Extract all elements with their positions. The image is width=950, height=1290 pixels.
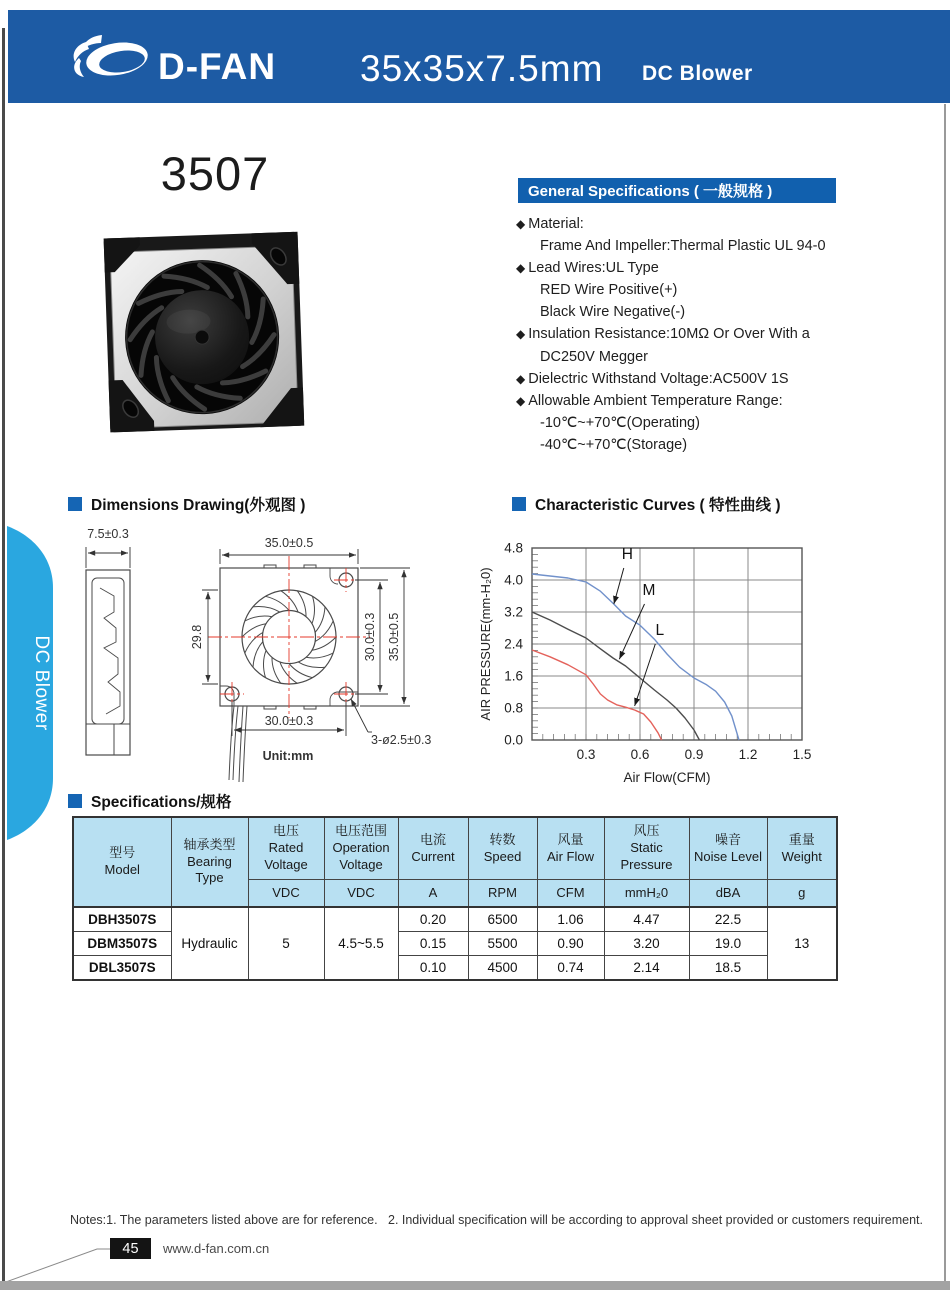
unit-mmh2o: mmH₂0 [604,880,689,908]
airflow-cell: 0.74 [537,956,604,981]
curves-section-title: Characteristic Curves ( 特性曲线 ) [512,493,781,515]
speed-cell: 5500 [468,932,537,956]
svg-text:4.8: 4.8 [504,540,523,556]
diamond-bullet-icon: ◆ [516,327,526,342]
svg-text:Air Flow(CFM): Air Flow(CFM) [623,770,711,785]
dc-blower-side-tab [7,516,57,850]
spec-line: ◆ Allowable Ambient Temperature Range: [516,390,936,412]
col-header-airflow: 风量 Air Flow [537,817,604,880]
current-cell: 0.15 [398,932,468,956]
characteristic-curves-chart [476,518,816,796]
svg-text:0.0: 0.0 [504,732,523,748]
speed-cell: 6500 [468,907,537,932]
noise-cell: 18.5 [689,956,767,981]
col-header-static-pressure: 风压 Static Pressure [604,817,689,880]
operation-voltage-cell: 4.5~5.5 [324,907,398,980]
dim-hole-pitch-v-label: 30.0±0.3 [363,612,377,662]
col-header-noise: 噪音 Noise Level [689,817,767,880]
general-specs-list [516,213,936,456]
speed-cell: 4500 [468,956,537,981]
general-specs-title: General Specifications ( 一般规格 ) [528,183,773,200]
col-header-speed: 转数 Speed [468,817,537,880]
dim-thickness-label: 7.5±0.3 [87,527,129,541]
model-cell: DBH3507S [73,907,171,932]
dfan-logo-icon [72,32,162,88]
product-size-title: 35x35x7.5mm [360,48,604,89]
svg-text:0.3: 0.3 [576,747,596,762]
unit-cfm: CFM [537,880,604,908]
svg-text:AIR PRESSURE(mm-H₂0): AIR PRESSURE(mm-H₂0) [478,567,493,721]
unit-vdc: VDC [324,880,398,908]
noise-cell: 19.0 [689,932,767,956]
curve-label-M: M [642,582,656,600]
model-cell: DBM3507S [73,932,171,956]
col-header-operation-voltage: 电压范围 Operation Voltage [324,817,398,880]
unit-g: g [767,880,837,908]
spec-line: -10℃~+70℃(Operating) [540,414,700,431]
page-left-rule [2,28,5,1281]
dimension-lines [202,549,410,736]
dimensions-section-title: Dimensions Drawing(外观图 ) [68,493,305,515]
unit-label: Unit:mm [262,749,314,763]
spec-line: DC250V Megger [540,348,648,365]
svg-text:2.4: 2.4 [504,636,523,652]
header-banner [8,10,950,103]
centerlines [208,556,370,718]
svg-text:1.6: 1.6 [504,668,523,684]
curve-label-L: L [655,622,665,640]
svg-text:4.0: 4.0 [504,572,523,588]
curve-label-H: H [621,546,634,564]
general-specs-header [518,178,836,203]
spec-line: Frame And Impeller:Thermal Plastic UL 94-0 [540,238,826,255]
blue-square-icon [68,794,82,808]
noise-cell: 22.5 [689,907,767,932]
spec-line: ◆ Material: [516,213,936,235]
unit-dba: dBA [689,880,767,908]
rated-voltage-cell: 5 [248,907,324,980]
svg-text:0.9: 0.9 [684,747,704,762]
product-photo-fan [95,219,320,449]
website-url: www.d-fan.com.cn [163,1241,270,1256]
col-header-model: 型号 Model [73,817,171,907]
spec-line: ◆ Insulation Resistance:10MΩ Or Over With a [516,323,936,345]
side-tab-label: DC Blower [31,635,52,731]
specifications-table [72,816,838,981]
airflow-cell: 1.06 [537,907,604,932]
hole-callout-label: 3-ø2.5±0.3 [371,733,432,747]
svg-text:0.8: 0.8 [504,700,523,716]
diamond-bullet-icon: ◆ [516,393,526,408]
spec-line: ◆ Dielectric Withstand Voltage:AC500V 1S [516,368,936,390]
page-right-rule [944,104,946,1282]
col-header-weight: 重量 Weight [767,817,837,880]
dim-height-label: 35.0±0.5 [387,612,401,662]
pressure-cell: 3.20 [604,932,689,956]
diamond-bullet-icon: ◆ [516,371,526,386]
diamond-bullet-icon: ◆ [516,217,526,231]
dim-thickness [86,547,130,568]
product-type-title: DC Blower [642,62,753,85]
diamond-bullet-icon: ◆ [516,261,526,276]
logo-text: D-FAN [158,46,277,87]
spec-line: Black Wire Negative(-) [540,304,686,321]
current-cell: 0.20 [398,907,468,932]
unit-vdc: VDC [248,880,324,908]
fan-side-view [86,570,130,755]
spec-table-section-title: Specifications/规格 [68,790,231,812]
bearing-cell: Hydraulic [171,907,248,980]
unit-rpm: RPM [468,880,537,908]
page-bottom-bar [0,1281,950,1290]
notes-text: Notes:1. The parameters listed above are for reference. 2. Individual specification will be according to approval sheet provided or customers requirement. [70,1213,923,1227]
svg-text:1.2: 1.2 [738,747,758,762]
spec-line: -40℃~+70℃(Storage) [540,436,688,453]
curve-H [532,574,739,740]
weight-cell: 13 [767,907,837,980]
dimensions-drawing [68,520,473,788]
corner-decoration [3,1243,113,1285]
pressure-cell: 4.47 [604,907,689,932]
col-header-bearing: 轴承类型 Bearing Type [171,817,248,907]
airflow-cell: 0.90 [537,932,604,956]
svg-text:3.2: 3.2 [504,604,523,620]
svg-text:1.5: 1.5 [792,747,812,762]
page-number-badge: 45 [110,1238,151,1259]
dim-ring-label: 29.8 [190,624,204,650]
blue-square-icon [68,497,82,511]
model-number: 3507 [160,147,270,200]
blue-square-icon [512,497,526,511]
unit-a: A [398,880,468,908]
spec-line: ◆ Lead Wires:UL Type [516,257,936,279]
table-row [73,907,837,932]
dim-width-label: 35.0±0.5 [264,536,314,550]
model-cell: DBL3507S [73,956,171,981]
spec-line: RED Wire Positive(+) [540,282,678,299]
col-header-current: 电流 Current [398,817,468,880]
curve-L [532,650,662,740]
col-header-rated-voltage: 电压 Rated Voltage [248,817,324,880]
pressure-cell: 2.14 [604,956,689,981]
dim-hole-pitch-h-label: 30.0±0.3 [264,714,314,728]
svg-text:0.6: 0.6 [630,747,650,762]
current-cell: 0.10 [398,956,468,981]
